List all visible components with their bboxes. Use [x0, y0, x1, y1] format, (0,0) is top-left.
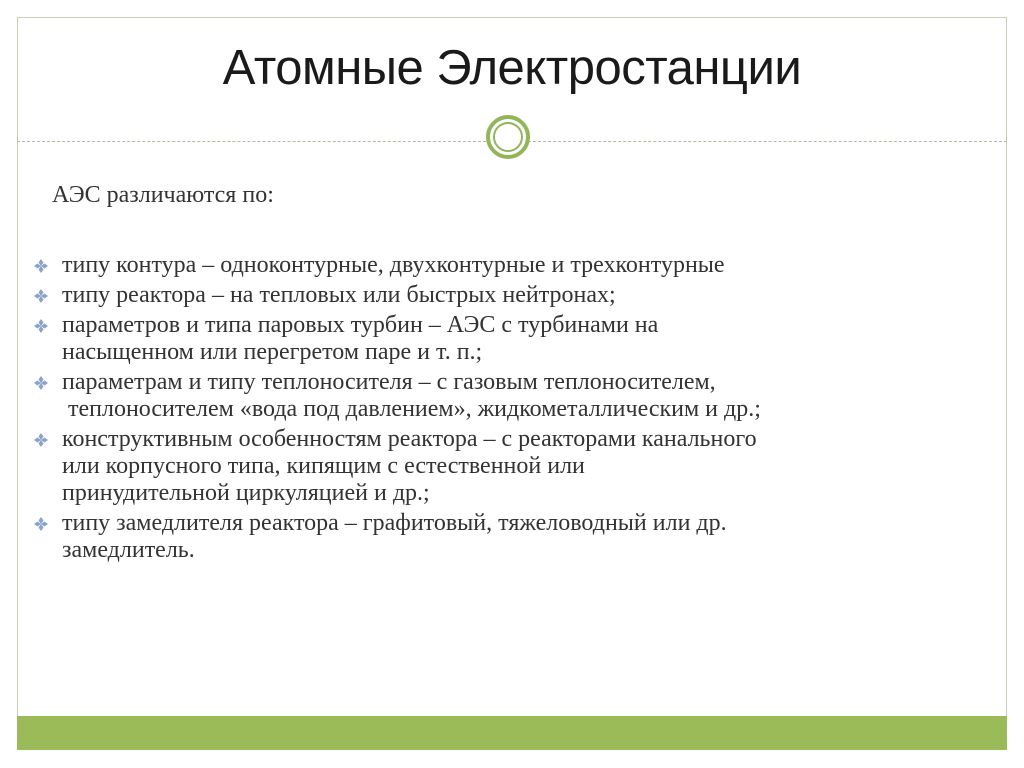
list-item-line: типу контура – одноконтурные, двухконтурные и трехконтурные — [62, 252, 725, 278]
list-item-line: замедлитель. — [62, 537, 195, 563]
slide-title: Атомные Электростанции — [222, 41, 802, 95]
list-item — [34, 426, 994, 507]
four-diamond-bullet-icon — [34, 259, 48, 273]
four-diamond-bullet-icon — [34, 376, 48, 390]
list-item — [34, 282, 994, 309]
list-item-line: параметрам и типу теплоносителя – с газовым теплоносителем, — [62, 369, 716, 395]
list-item-line: типу замедлителя реактора – графитовый, тяжеловодный или др. — [62, 510, 727, 536]
four-diamond-bullet-icon — [34, 319, 48, 333]
list-item-line: конструктивным особенностям реактора – с реакторами канального — [62, 426, 757, 452]
list-item-line: принудительной циркуляцией и др.; — [62, 480, 430, 506]
footer-accent-bar — [17, 716, 1007, 750]
list-item-line: типу реактора – на тепловых или быстрых нейтронах; — [62, 282, 616, 308]
list-item — [34, 510, 994, 564]
list-item-line: теплоносителем «вода под давлением», жидкометаллическим и др.; — [68, 396, 761, 422]
list-item-line: насыщенном или перегретом паре и т. п.; — [62, 339, 483, 365]
intro-text: АЭС различаются по: — [52, 182, 274, 208]
four-diamond-bullet-icon — [34, 289, 48, 303]
four-diamond-bullet-icon — [34, 433, 48, 447]
list-item — [34, 312, 994, 366]
list-item-line: или корпусного типа, кипящим с естественной или — [62, 453, 585, 479]
list-item — [34, 252, 994, 279]
ring-inner — [493, 122, 523, 152]
list-item — [34, 369, 994, 423]
list-item-line: параметров и типа паровых турбин – АЭС с турбинами на — [62, 312, 659, 338]
four-diamond-bullet-icon — [34, 517, 48, 531]
bullet-list — [34, 252, 994, 567]
double-ring-ornament-icon — [486, 115, 530, 159]
